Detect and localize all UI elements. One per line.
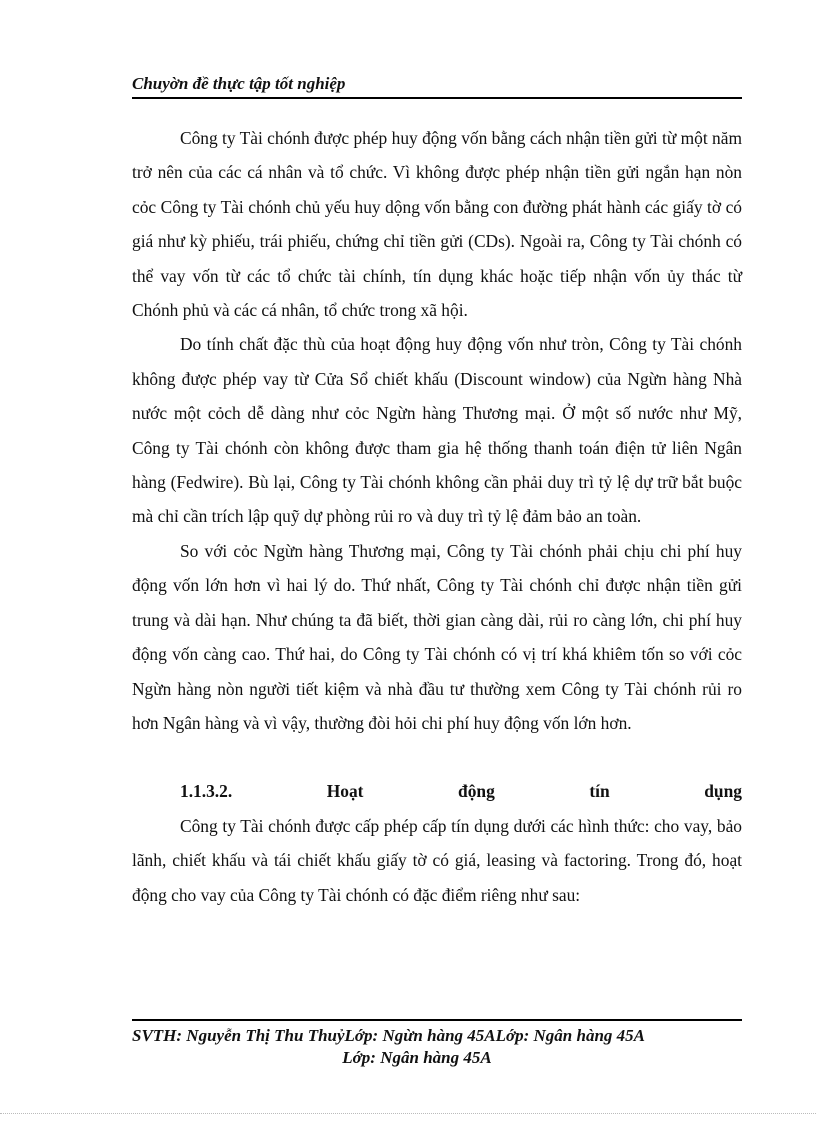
- footer-divider: [132, 1019, 742, 1021]
- paragraph-3: So với cỏc Ngừn hàng Thương mại, Công ty Tài chónh phải chịu chi phí huy động vốn lớn hơn vì hai lý do. Thứ nhất, Công ty Tài chónh chỉ được nhận tiền gửi trung và dài hạn. Như chúng ta đã biết, thời gian càng dài, rủi ro càng lớn, chi phí huy động vốn càng cao. Thứ hai, do Công ty Tài chónh có vị trí khá khiêm tốn so với cỏc Ngừn hàng nòn người tiết kiệm và nhà đầu tư thường xem Công ty Tài chónh rủi ro hơn Ngân hàng và vì vậy, thường đòi hỏi chi phí huy động vốn lớn hơn.: [132, 540, 742, 733]
- spacer: [132, 740, 742, 774]
- paragraph-1: Công ty Tài chónh được phép huy động vốn bằng cách nhận tiền gửi từ một năm trở nên của các cá nhân và tổ chức. Vì không được phép nhận tiền gửi ngắn hạn nòn cỏc Công ty Tài chónh chủ yếu huy dộng vốn bằng con đường phát hành các giấy tờ có giá như kỳ phiếu, trái phiếu, chứng chỉ tiền gửi (CDs). Ngoài ra, Công ty Tài chónh có thể vay vốn từ các tổ chức tài chính, tín dụng khác hoặc tiếp nhận vốn ủy thác từ Chónh phủ và các cá nhân, tổ chức trong xã hội.: [132, 128, 742, 321]
- paragraph-2: Do tính chất đặc thù của hoạt động huy động vốn như tròn, Công ty Tài chónh không được phép vay từ Cửa Sổ chiết khấu (Discount window) của Ngừn hàng Nhà nước một cỏch dễ dàng như cỏc Ngừn hàng Thương mại. Ở một số nước như Mỹ, Công ty Tài chónh còn không được tham gia hệ thống thanh toán điện tử liên Ngân hàng (Fedwire). Bù lại, Công ty Tài chónh không cần phải duy trì tỷ lệ dự trữ bắt buộc mà chỉ cần trích lập quỹ dự phòng rủi ro và duy trì tỷ lệ đảm bảo an toàn.: [132, 334, 742, 527]
- footer-line-2: Lớp: Ngân hàng 45A: [342, 1048, 492, 1067]
- footer-line-1: SVTH: Nguyễn Thị Thu ThuỷLớp: Ngừn hàng 45ALớp: Ngân hàng 45A: [132, 1026, 646, 1045]
- page-bottom-dotted-line: [0, 1113, 816, 1114]
- paragraph-4: Công ty Tài chónh được cấp phép cấp tín dụng dưới các hình thức: cho vay, bảo lãnh, chiết khấu và tái chiết khấu giấy tờ có giá, leasing và factoring. Trong đó, hoạt động cho vay của Công ty Tài chónh có đặc điểm riêng như sau:: [132, 815, 742, 905]
- body-text: [132, 121, 742, 912]
- page-footer: [132, 1025, 742, 1069]
- page-header-title: Chuyờn đề thực tập tốt nghiệp: [132, 74, 742, 99]
- section-heading: [132, 774, 742, 808]
- section-word-1: Hoạt: [326, 781, 364, 802]
- section-word-4: dụng: [704, 781, 742, 802]
- section-word-2: động: [458, 781, 495, 802]
- section-word-3: tín: [589, 781, 610, 802]
- section-number: 1.1.3.2.: [180, 781, 233, 802]
